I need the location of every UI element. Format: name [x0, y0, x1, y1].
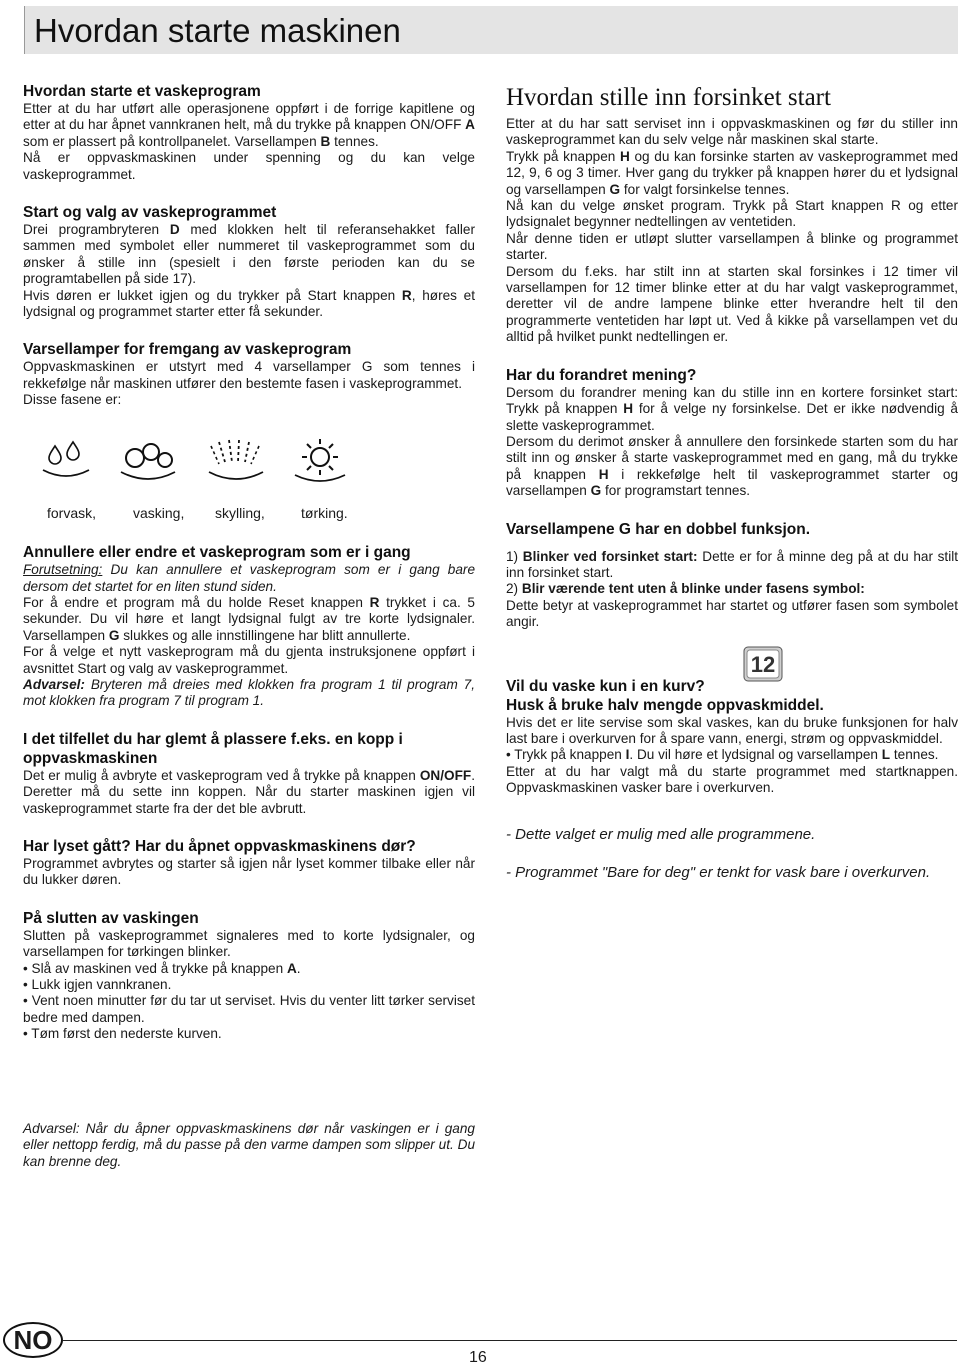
page-title: Hvordan starte maskinen: [34, 12, 401, 49]
note-just-for-you: - Programmet "Bare for deg" er tenkt for vask bare i overkurven.: [506, 863, 931, 881]
paragraph: [23, 222, 475, 288]
text: Blinker ved forsinket start:: [522, 548, 698, 564]
section-title-progress-lamps: Varsellamper for fremgang av vaskeprogram: [23, 341, 352, 359]
text: for valgt forsinkelse tennes.: [623, 181, 790, 197]
paragraph: For å velge et nytt vaskeprogram må du gjenta instruksjonene oppført i avsnittet Start og valg av vaskeprogrammet.: [23, 644, 475, 676]
text: . Du vil høre et lydsignal og varsellampen: [629, 747, 878, 763]
text: . Deretter må du sette inn koppen. Når du starter maskinen igjen vil vaskeprogrammet starte fra der det ble avbrutt.: [23, 767, 475, 816]
section-title-half-detergent: Husk å bruke halv mengde oppvaskmiddel.: [506, 696, 824, 714]
key-label: A: [286, 960, 297, 976]
paragraph: Når denne tiden er utløpt slutter varsellampen å blinke og programmet starter.: [506, 230, 958, 263]
key-label: G: [590, 483, 602, 499]
section-title-delayed-start: Hvordan stille inn forsinket start: [506, 84, 831, 111]
key-label: L: [881, 747, 891, 763]
footer-divider: [63, 1340, 957, 1341]
key-label: I: [625, 747, 630, 763]
text: Dersom du derimot ønsker å annullere den forsinkede starten som du har stilt inn og ønsker å starte vaskeprogrammet med en gang, må du trykke på knappen: [506, 433, 958, 482]
section-title-changed-mind: Har du forandret mening?: [506, 366, 697, 384]
key-label: ON/OFF: [419, 767, 472, 783]
key-label: B: [320, 133, 331, 149]
paragraph: [506, 434, 958, 500]
key-label: A: [465, 117, 475, 133]
text: For å endre et program må du holde Reset knappen: [23, 594, 363, 610]
warning-note: Advarsel: Når du åpner oppvaskmaskinens dør når vaskingen er i gang eller nettopp ferdig, må du passe på den varme dampen som slipper ut. Du kan brenne deg.: [23, 1121, 475, 1169]
list-item: • Vent noen minutter før du tar ut serviset. Hvis du venter litt tørker serviset bedre med dampen.: [23, 993, 475, 1025]
phase-label: tørking.: [301, 504, 348, 521]
text: Hvis døren er lukket igjen og du trykker på Start knappen: [23, 287, 396, 303]
section-title-power-loss: Har lyset gått? Har du åpnet oppvaskmaskinens dør?: [23, 837, 416, 855]
phase-label: forvask,: [47, 504, 97, 521]
section-title-double-function: Varsellampene G har en dobbel funksjon.: [506, 520, 811, 538]
text: i rekkefølge helt til vaskeprogrammet starter og varsellampen: [506, 466, 959, 499]
rinse-icon: [205, 438, 267, 482]
section-title-program-choice: Start og valg av vaskeprogrammet: [23, 204, 277, 222]
paragraph: Hvis det er lite servise som skal vaskes, kan du bruke funksjonen for halv last bare i overkurven for å spare vann, energi, strøm og oppvaskmiddel.: [506, 714, 958, 746]
text: Det er mulig å avbryte et vaskeprogram ved å trykke på knappen: [23, 767, 416, 783]
text: slukkes og alle innstillingene har blitt annullerte.: [123, 627, 411, 643]
paragraph: [23, 288, 475, 321]
half-load-section: [506, 651, 958, 715]
note-all-programs: - Dette valget er mulig med alle programmene.: [506, 825, 816, 843]
basket-badge-text: 12: [750, 651, 776, 677]
text: for programstart tennes.: [605, 483, 751, 499]
text: Dette er for å minne deg på at du har stilt inn forsinket start.: [506, 548, 959, 580]
key-label: G: [108, 627, 120, 643]
paragraph: Programmet avbrytes og starter så igjen når lyset kommer tilbake eller når du lukker døren.: [23, 855, 475, 888]
phase-icons: [41, 437, 475, 483]
list-item: [506, 581, 958, 597]
paragraph: Disse fasene er:: [23, 392, 122, 408]
paragraph: Oppvaskmaskinen er utstyrt med 4 varsellamper G som tennes i rekkefølge når maskinen utfører den bestemte fasen i vaskeprogrammet.: [23, 359, 475, 391]
section-title-cancel-program: Annullere eller endre et vaskeprogram som er i gang: [23, 544, 411, 562]
text: Du kan annullere et vaskeprogram som er i gang bare dersom det startet for en liten stund siden.: [23, 562, 476, 594]
paragraph: Slutten på vaskeprogrammet signaleres med to korte lydsignaler, og varsellampen for tørkingen blinker.: [23, 927, 475, 960]
paragraph: Etter at du har satt serviset inn i oppvaskmaskinen og før du stiller inn vaskeprogrammet kan du selv velge når maskinen skal starte.: [506, 116, 958, 148]
text: Bryteren må dreies med klokken fra program 1 til program 7, mot klokken fra program 7 til program 1.: [23, 676, 475, 709]
page-header: [24, 6, 958, 54]
section-title-start-program: Hvordan starte et vaskeprogram: [23, 83, 261, 100]
paragraph: [23, 768, 475, 817]
paragraph: [23, 562, 475, 595]
key-label: H: [620, 148, 630, 164]
text: Drei programbryteren: [23, 222, 160, 238]
left-column: [23, 82, 475, 1043]
prewash-icon: [41, 440, 91, 480]
text: Forutsetning:: [23, 562, 103, 578]
section-title-forgot-cup: I det tilfellet du har glemt å plassere f.eks. en kopp i oppvaskmaskinen: [23, 730, 403, 767]
key-label: R: [401, 287, 412, 303]
text: .: [296, 960, 301, 976]
text: Trykk på knappen: [506, 148, 616, 164]
paragraph: Nå kan du velge ønsket program. Trykk på Start knappen R og etter lydsignalet begynner nedtellingen av ventetiden.: [506, 198, 958, 230]
list-item: • Lukk igjen vannkranen.: [23, 977, 172, 992]
text: tennes.: [893, 747, 939, 763]
paragraph: [506, 149, 958, 198]
section-title-one-basket: Vil du vaske kun i en kurv?: [506, 677, 705, 695]
text: Dersom du forandrer mening kan du stille inn en kortere forsinket start: Trykk på knappen: [506, 384, 958, 417]
phase-label: vasking,: [133, 504, 185, 521]
phase-label: skylling,: [215, 504, 265, 521]
page-number: 16: [469, 1349, 487, 1366]
half-load-basket-icon: [742, 643, 784, 685]
text: Etter at du har utført alle operasjonene oppført i de forrige kapitlene og etter at du har åpnet vannkranen helt, må du trykke på knappen ON/OFF: [23, 101, 475, 133]
section-title-end-of-wash: På slutten av vaskingen: [23, 909, 199, 927]
text: Blir værende tent uten å blinke under fasens symbol:: [521, 581, 865, 597]
text: med klokken helt til referansehakket faller sammen med symbolet eller nummeret til vaskeprogrammet som du ønsker å stille inn (spesielt i den første perioden kan du se programtabellen på side 17).: [23, 222, 476, 287]
paragraph: [23, 677, 475, 710]
key-label: G: [609, 181, 621, 197]
language-badge: NO: [3, 1322, 63, 1358]
key-label: D: [169, 222, 180, 238]
phase-labels: [47, 505, 475, 521]
dry-icon: [293, 437, 347, 483]
paragraph: Etter at du har valgt må du starte programmet med startknappen. Oppvaskmaskinen vasker bare i overkurven.: [506, 763, 958, 796]
key-label: H: [623, 401, 634, 417]
text: • Trykk på knappen: [506, 747, 622, 763]
wash-icon: [117, 438, 179, 482]
text: • Slå av maskinen ved å trykke på knappen: [23, 960, 284, 976]
paragraph: Dette betyr at vaskeprogrammet har startet og utfører fasen som symbolet angir.: [506, 597, 958, 630]
text: Advarsel:: [23, 676, 85, 692]
list-item: [506, 747, 958, 763]
list-item: [506, 549, 958, 582]
text: 2): [506, 581, 519, 597]
key-label: H: [598, 466, 609, 482]
paragraph: [23, 595, 475, 644]
list-item: • Tøm først den nederste kurven.: [23, 1026, 222, 1042]
paragraph: [23, 101, 475, 150]
text: og du kan forsinke starten av vaskeprogrammet med 12, 9, 6 og 3 timer. Hver gang du trykker på knappen hører du et lydsignal og varsellampen: [506, 148, 959, 197]
text: 1): [506, 548, 519, 564]
paragraph: Nå er oppvaskmaskinen under spenning og du kan velge vaskeprogrammet.: [23, 150, 475, 182]
text: som er plassert på kontrollpanelet. Varsellampen: [23, 133, 317, 149]
text: , høres et lydsignal og programmet starter etter få sekunder.: [23, 287, 475, 320]
paragraph: [506, 385, 958, 434]
list-item: [23, 961, 475, 977]
text: for å velge ny forsinkelse. Det er ikke nødvendig å slette vaskeprogrammet.: [506, 401, 958, 433]
paragraph: Dersom du f.eks. har stilt inn at starten skal forsinkes i 12 timer vil varsellampen for 12 timer blinke etter at du har valgt vaskeprogrammet, deretter vil de andre lampene blinke etter hverandre helt til den programmerte ventetiden har løpt ut. Ved å kikke på varsellampen vet du alltid på hvilket punkt nedtellingen er.: [506, 263, 958, 345]
text: tennes.: [334, 133, 379, 149]
right-column: [506, 84, 958, 883]
key-label: R: [369, 594, 380, 610]
text: trykket i ca. 5 sekunder. Du vil høre et langt lydsignal fulgt av tre korte lydsignaler. Varsellampen: [23, 594, 475, 643]
